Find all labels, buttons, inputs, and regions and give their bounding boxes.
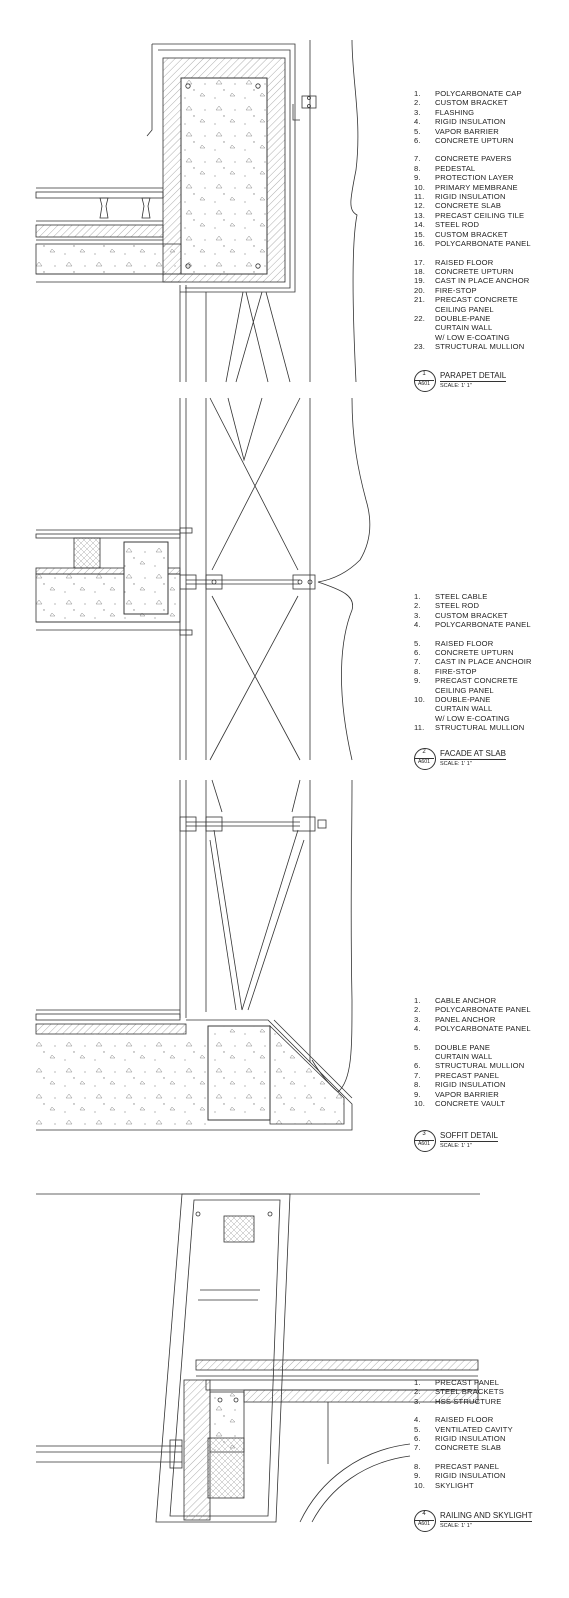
legend-item <box>414 648 532 657</box>
legend-railing <box>414 1378 513 1490</box>
legend-item <box>414 1415 513 1424</box>
legend-item-number: 12. <box>414 201 426 211</box>
legend-item-number: 2. <box>414 1387 421 1397</box>
legend-item <box>414 1043 531 1052</box>
legend-item <box>414 286 531 295</box>
legend-item-number: 20. <box>414 285 426 295</box>
legend-item-number: 7. <box>414 154 421 164</box>
legend-item-label: CONCRETE SLAB <box>435 201 502 211</box>
legend-item-number: 6. <box>414 648 421 658</box>
legend-item-number: 6. <box>414 1061 421 1071</box>
legend-item-label: POLYCARBONATE PANEL <box>435 1024 531 1034</box>
legend-item-number <box>414 305 435 314</box>
legend-item-label: PROTECTION LAYER <box>435 173 514 183</box>
legend-item <box>414 639 532 648</box>
legend-item <box>414 657 532 666</box>
legend-item-label: STEEL CABLE <box>435 592 488 601</box>
legend-item-label: W/ LOW E-COATING <box>435 332 510 342</box>
legend-item-label: SKYLIGHT <box>435 1480 474 1490</box>
legend-item <box>414 601 532 610</box>
legend-item-label: CONCRETE SLAB <box>435 1443 502 1453</box>
legend-item-label: CONCRETE UPTURN <box>435 648 514 658</box>
legend-item <box>414 1387 513 1396</box>
legend-item-label: HSS STRUCTURE <box>435 1396 502 1406</box>
legend-item <box>414 1090 531 1099</box>
legend-item-number: 16. <box>414 239 426 249</box>
legend-item <box>414 723 532 732</box>
legend-item <box>414 1061 531 1070</box>
legend-item-label: RAISED FLOOR <box>435 257 494 267</box>
legend-item-number <box>414 686 435 695</box>
legend-item-number <box>414 1052 435 1061</box>
legend-item <box>414 1052 531 1061</box>
legend-item-label: POLYCARBONATE CAP <box>435 89 522 98</box>
legend-item-number: 9. <box>414 1471 421 1481</box>
legend-item-number: 2. <box>414 98 421 108</box>
legend-item <box>414 314 531 323</box>
legend-item-label: POLYCARBONATE PANEL <box>435 239 531 249</box>
legend-item-label: PRECAST CONCRETE <box>435 295 518 305</box>
legend-item-label: CAST IN PLACE ANCHOR <box>435 276 530 286</box>
detail-number: 3 <box>422 1131 426 1137</box>
legend-item <box>414 1024 531 1033</box>
legend-item <box>414 1434 513 1443</box>
legend-item-label: DOUBLE PANE <box>435 1042 491 1052</box>
legend-item-number: 5. <box>414 1424 421 1434</box>
legend-item <box>414 127 531 136</box>
legend-item <box>414 220 531 229</box>
detail-scale: SCALE: 1' 1" <box>440 761 472 767</box>
legend-item <box>414 1378 513 1387</box>
legend-item-label: RAISED FLOOR <box>435 638 494 648</box>
legend-item-number: 7. <box>414 1443 421 1453</box>
legend-item <box>414 201 531 210</box>
legend-item-number: 5. <box>414 638 421 648</box>
legend-item <box>414 136 531 145</box>
legend-item-label: CONCRETE UPTURN <box>435 266 514 276</box>
legend-item-number: 4. <box>414 1024 421 1034</box>
legend-item-label: VENTILATED CAVITY <box>435 1424 513 1434</box>
legend-item-label: DOUBLE-PANE <box>435 695 491 705</box>
legend-item-label: CONCRETE UPTURN <box>435 136 514 146</box>
legend-item <box>414 1481 513 1490</box>
legend-item-label: VAPOR BARRIER <box>435 126 499 136</box>
legend-item-number: 13. <box>414 210 426 220</box>
legend-item-label: STEEL ROD <box>435 601 480 611</box>
legend-item <box>414 117 531 126</box>
legend-item <box>414 1443 513 1452</box>
legend-item-label: POLYCARBONATE PANEL <box>435 620 531 630</box>
legend-item-number: 23. <box>414 342 426 352</box>
legend-item <box>414 108 531 117</box>
title-block-facade <box>414 748 564 772</box>
legend-item <box>414 89 531 98</box>
legend-item-number: 3. <box>414 107 421 117</box>
legend-item-label: RAISED FLOOR <box>435 1415 494 1425</box>
legend-item-label: STRUCTURAL MULLION <box>435 1061 525 1071</box>
legend-item-number: 15. <box>414 229 426 239</box>
legend-item-number: 6. <box>414 1434 421 1444</box>
legend-item <box>414 1462 513 1471</box>
legend-facade <box>414 592 532 733</box>
legend-item-number: 18. <box>414 266 426 276</box>
detail-title: SOFFIT DETAIL <box>440 1131 498 1140</box>
title-block-parapet <box>414 370 564 394</box>
legend-item-number <box>414 323 435 332</box>
legend-item <box>414 173 531 182</box>
legend-item <box>414 342 531 351</box>
facade-detail-drawing <box>36 398 370 760</box>
legend-item <box>414 1080 531 1089</box>
sheet-number: A601 <box>417 759 431 765</box>
legend-item <box>414 1397 513 1406</box>
legend-item-label: CUSTOM BRACKET <box>435 610 508 620</box>
legend-item <box>414 192 531 201</box>
legend-item <box>414 258 531 267</box>
legend-item-number: 4. <box>414 620 421 630</box>
legend-item-number: 8. <box>414 666 421 676</box>
legend-item <box>414 667 532 676</box>
legend-item-label: PANEL ANCHOR <box>435 1014 496 1024</box>
legend-item-number: 3. <box>414 610 421 620</box>
legend-item-label: W/ LOW E-COATING <box>435 713 510 723</box>
legend-item <box>414 676 532 685</box>
legend-item-number: 8. <box>414 1461 421 1471</box>
legend-item <box>414 276 531 285</box>
legend-item-number <box>414 704 435 713</box>
legend-item-label: FIRE-STOP <box>435 666 477 676</box>
legend-item <box>414 1471 513 1480</box>
legend-item-label: CONCRETE PAVERS <box>435 154 512 164</box>
legend-item <box>414 592 532 601</box>
legend-item <box>414 98 531 107</box>
legend-item-number <box>414 333 435 342</box>
detail-number: 2 <box>422 749 426 755</box>
legend-parapet <box>414 89 531 352</box>
legend-item-label: STEEL ROD <box>435 220 480 230</box>
legend-item-number: 8. <box>414 163 421 173</box>
legend-item-number: 19. <box>414 276 426 286</box>
legend-item-label: PRECAST PANEL <box>435 1070 500 1080</box>
legend-item <box>414 295 531 304</box>
legend-item-number: 9. <box>414 1089 421 1099</box>
legend-item <box>414 164 531 173</box>
legend-item-label: RIGID INSULATION <box>435 1080 506 1090</box>
legend-item-label: STEEL BRACKETS <box>435 1387 504 1397</box>
detail-title: FACADE AT SLAB <box>440 749 506 758</box>
legend-item-label: PRECAST PANEL <box>435 1461 500 1471</box>
legend-item-number: 9. <box>414 676 421 686</box>
legend-item <box>414 1015 531 1024</box>
title-block-railing <box>414 1510 564 1534</box>
legend-item <box>414 305 531 314</box>
legend-item <box>414 239 531 248</box>
legend-item-label: CUSTOM BRACKET <box>435 98 508 108</box>
legend-item <box>414 323 531 332</box>
soffit-detail-drawing <box>36 780 352 1130</box>
legend-item <box>414 611 532 620</box>
legend-item-number <box>414 714 435 723</box>
sheet-number: A601 <box>417 1521 431 1527</box>
legend-item-number: 11. <box>414 723 425 733</box>
legend-item-number: 7. <box>414 1070 421 1080</box>
parapet-detail-drawing <box>36 40 358 382</box>
legend-soffit <box>414 996 531 1108</box>
legend-item-number: 3. <box>414 1396 421 1406</box>
sheet-number: A601 <box>417 381 431 387</box>
legend-item-number: 14. <box>414 220 426 230</box>
legend-item <box>414 1099 531 1108</box>
legend-item-number: 1. <box>414 996 421 1005</box>
detail-title: RAILING AND SKYLIGHT <box>440 1511 533 1520</box>
legend-item-label: RIGID INSULATION <box>435 117 506 127</box>
legend-item <box>414 267 531 276</box>
legend-item <box>414 1425 513 1434</box>
detail-scale: SCALE: 1' 1" <box>440 1143 472 1149</box>
legend-item-label: POLYCARBONATE PANEL <box>435 1005 531 1015</box>
legend-item <box>414 996 531 1005</box>
title-block-soffit <box>414 1130 564 1154</box>
legend-item-number: 10. <box>414 1099 426 1109</box>
legend-item-label: CURTAIN WALL <box>435 1052 493 1062</box>
legend-item-label: PRECAST PANEL <box>435 1378 500 1387</box>
legend-item-label: PRIMARY MEMBRANE <box>435 182 518 192</box>
detail-title: PARAPET DETAIL <box>440 371 507 380</box>
legend-item-label: PEDESTAL <box>435 163 476 173</box>
legend-item-number: 1. <box>414 592 421 601</box>
legend-item-label: CONCRETE VAULT <box>435 1099 506 1109</box>
sheet-number: A601 <box>417 1141 431 1147</box>
legend-item <box>414 333 531 342</box>
legend-item <box>414 704 532 713</box>
legend-item-label: VAPOR BARRIER <box>435 1089 499 1099</box>
legend-item <box>414 183 531 192</box>
legend-item-label: CUSTOM BRACKET <box>435 229 508 239</box>
legend-item-label: CURTAIN WALL <box>435 704 493 714</box>
legend-item <box>414 695 532 704</box>
legend-item-label: CURTAIN WALL <box>435 323 493 333</box>
legend-item-label: RIGID INSULATION <box>435 1434 506 1444</box>
legend-item-label: FLASHING <box>435 107 475 117</box>
legend-item-label: RIGID INSULATION <box>435 192 506 202</box>
legend-item-number: 9. <box>414 173 421 183</box>
legend-item-number: 10. <box>414 182 426 192</box>
legend-item-number: 11. <box>414 192 425 202</box>
detail-number: 4 <box>422 1511 426 1517</box>
legend-item-number: 5. <box>414 1042 421 1052</box>
legend-item <box>414 154 531 163</box>
detail-scale: SCALE: 1' 1" <box>440 383 472 389</box>
legend-item-label: FIRE-STOP <box>435 285 477 295</box>
legend-item-number: 7. <box>414 657 421 667</box>
legend-item-number: 4. <box>414 1415 421 1425</box>
legend-item-label: PRECAST CONCRETE <box>435 676 518 686</box>
detail-scale: SCALE: 1' 1" <box>440 1523 472 1529</box>
legend-item-label: CEILING PANEL <box>435 685 494 695</box>
legend-item-number: 1. <box>414 1378 421 1387</box>
legend-item <box>414 1005 531 1014</box>
legend-item <box>414 230 531 239</box>
legend-item-number: 4. <box>414 117 421 127</box>
legend-item-number: 10. <box>414 695 426 705</box>
legend-item-label: CABLE ANCHOR <box>435 996 497 1005</box>
legend-item-number: 5. <box>414 126 421 136</box>
legend-item-number: 1. <box>414 89 421 98</box>
legend-item-number: 10. <box>414 1480 426 1490</box>
legend-item-label: DOUBLE-PANE <box>435 313 491 323</box>
legend-item <box>414 620 532 629</box>
legend-item-label: STRUCTURAL MULLION <box>435 723 525 733</box>
legend-item-number: 2. <box>414 601 421 611</box>
detail-number: 1 <box>422 371 426 377</box>
legend-item-label: CAST IN PLACE ANCHOIR <box>435 657 532 667</box>
legend-item-label: CEILING PANEL <box>435 304 494 314</box>
legend-item-label: STRUCTURAL MULLION <box>435 342 525 352</box>
legend-item <box>414 714 532 723</box>
legend-item-number: 8. <box>414 1080 421 1090</box>
legend-item-number: 21. <box>414 295 426 305</box>
legend-item <box>414 1071 531 1080</box>
legend-item-number: 22. <box>414 313 426 323</box>
legend-item-label: RIGID INSULATION <box>435 1471 506 1481</box>
legend-item-number: 17. <box>414 257 426 267</box>
legend-item-number: 6. <box>414 136 421 146</box>
legend-item <box>414 686 532 695</box>
legend-item-number: 3. <box>414 1014 421 1024</box>
legend-item <box>414 211 531 220</box>
legend-item-label: PRECAST CEILING TILE <box>435 210 525 220</box>
legend-item-number: 2. <box>414 1005 421 1015</box>
